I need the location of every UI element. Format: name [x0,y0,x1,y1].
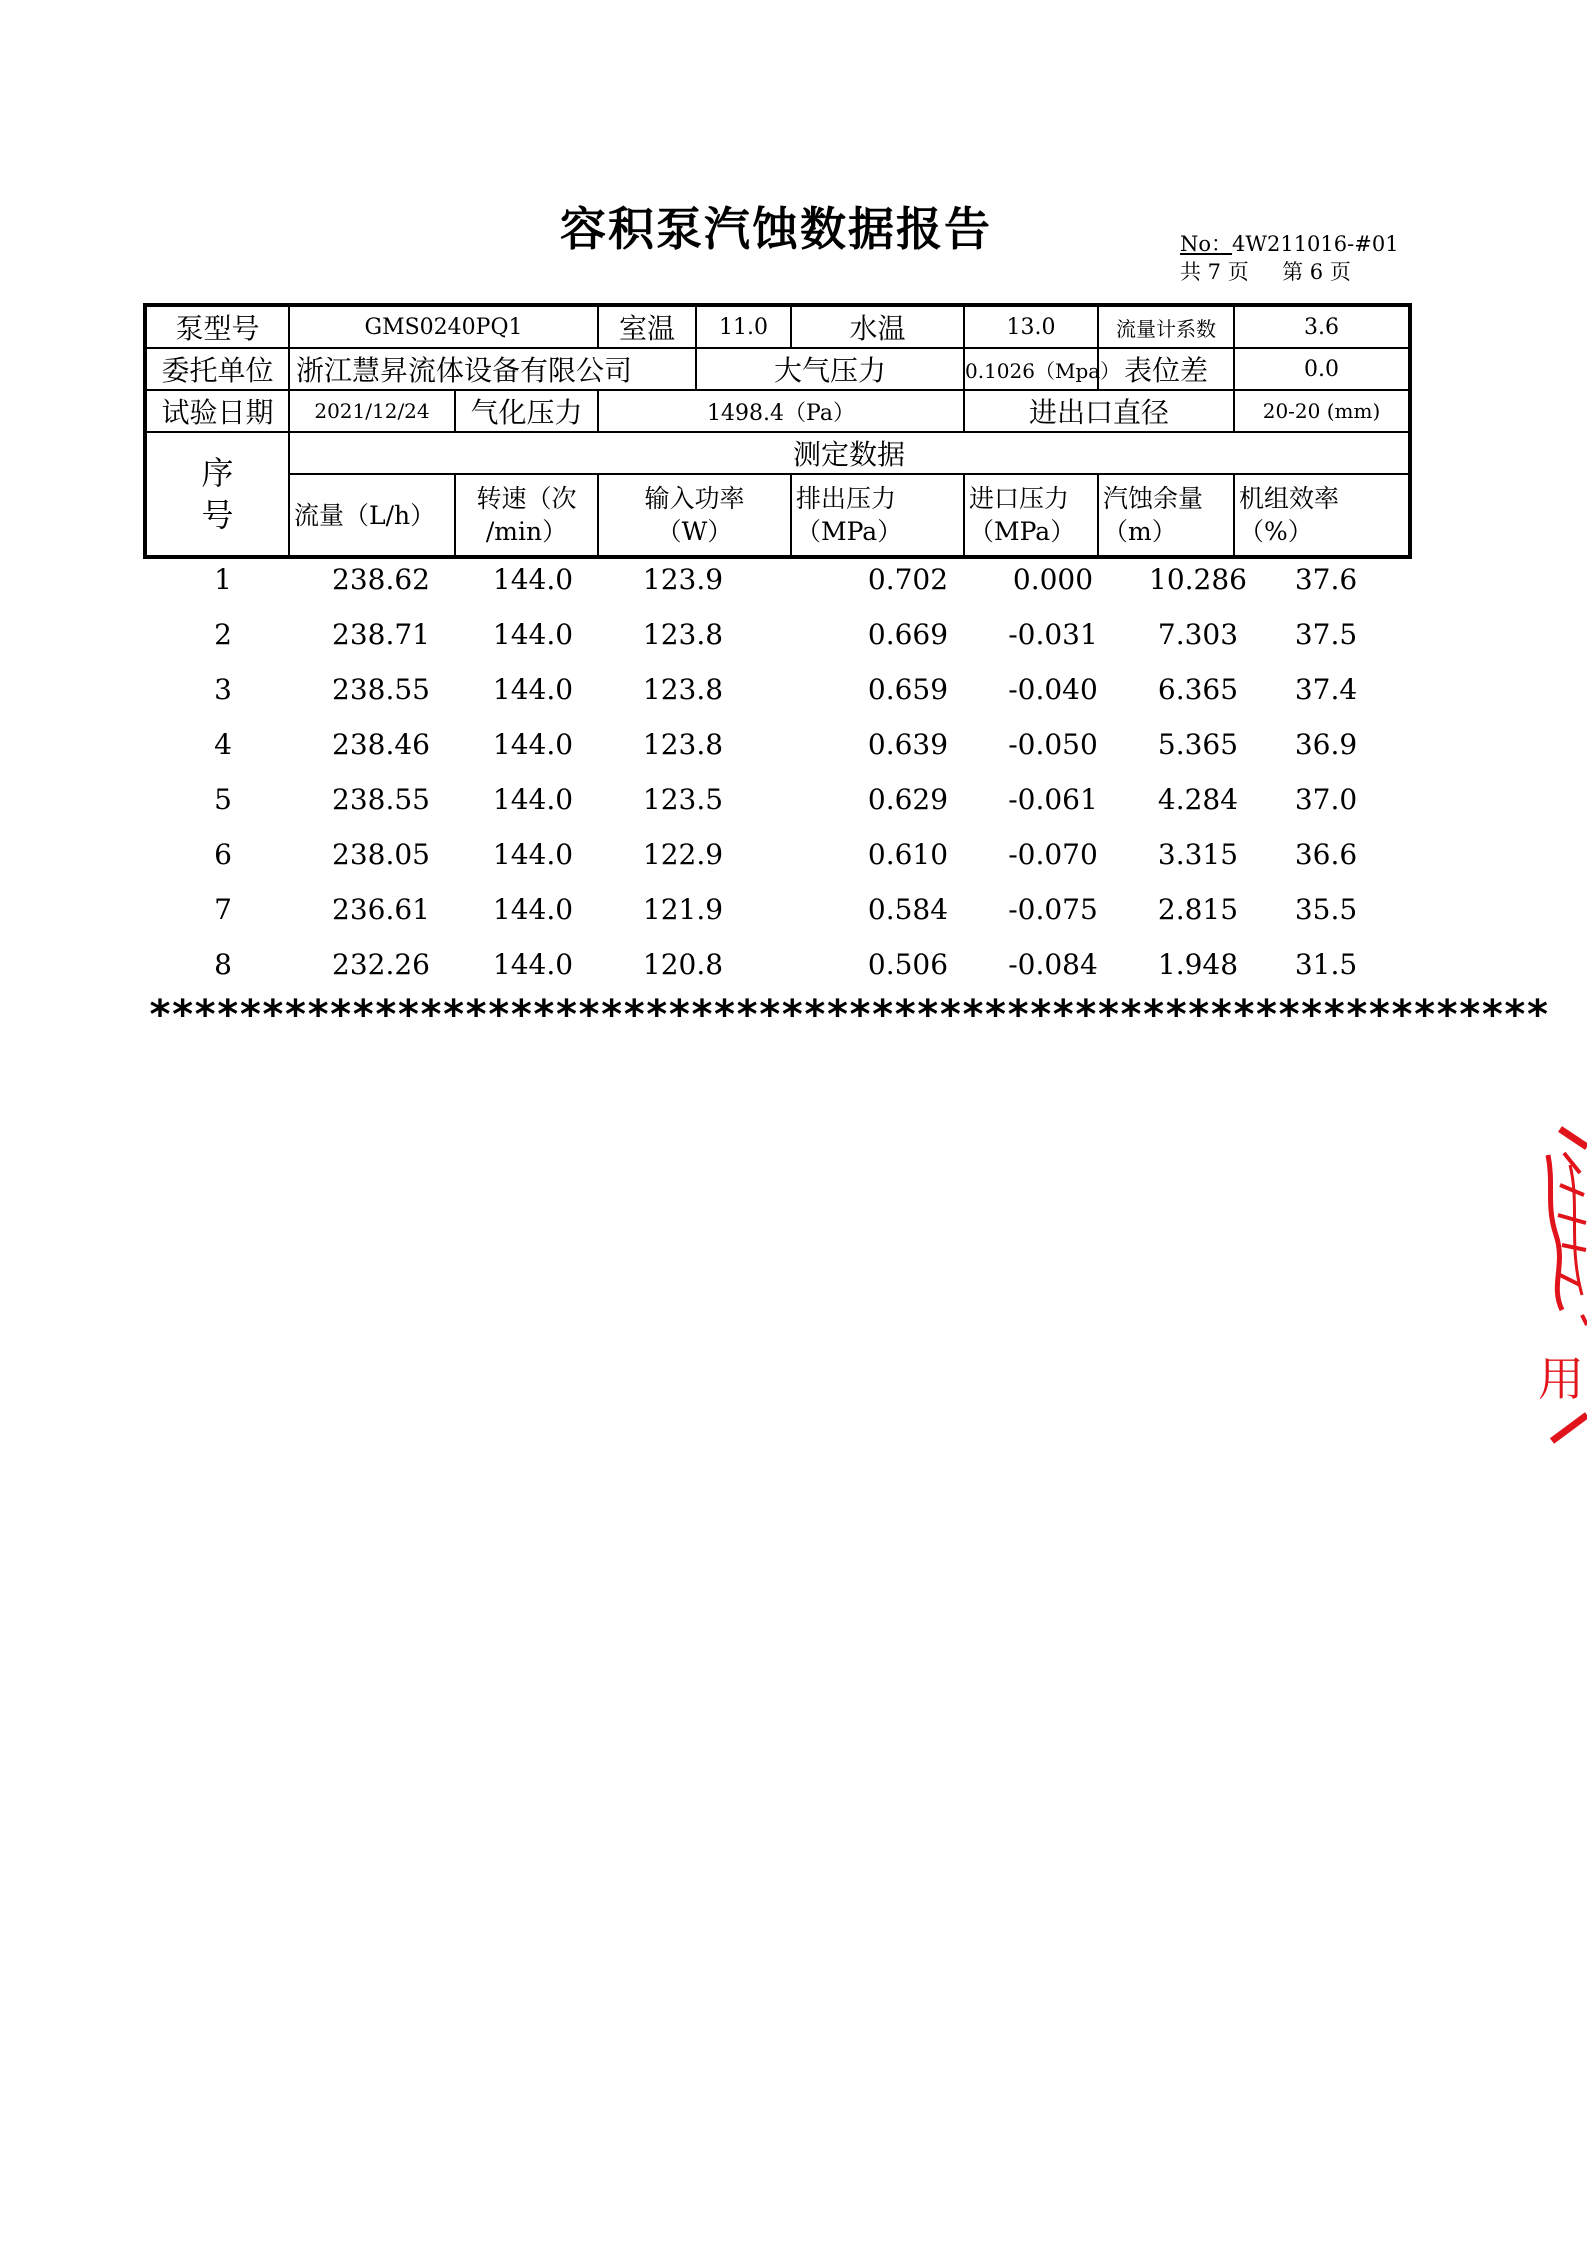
cell-eff: 36.9 [1294,728,1358,761]
table-row [143,610,1408,665]
table-row [143,665,1408,720]
page-number: 第 6 页 [1282,260,1351,284]
cell-speed: 144.0 [492,618,574,651]
room-temp-label: 室温 [598,305,696,348]
table-row [143,555,1408,610]
cell-eff: 37.0 [1294,783,1358,816]
water-temp-value: 13.0 [964,305,1098,348]
cell-eff: 35.5 [1294,893,1358,926]
cell-inlet: -0.084 [1008,948,1098,981]
cell-flow: 238.55 [332,673,430,706]
client-label: 委托单位 [145,348,289,390]
col-speed: 转速（次 /min） [455,474,598,557]
data-rows [143,555,1408,995]
cell-seq: 2 [214,618,232,651]
cell-speed: 144.0 [492,893,574,926]
seq-label-2: 号 [201,496,234,534]
cell-inlet: -0.075 [1008,893,1098,926]
cell-seq: 5 [214,783,232,816]
cell-inlet: -0.040 [1008,673,1098,706]
cell-outlet: 0.702 [867,563,949,596]
cell-inlet: -0.070 [1008,838,1098,871]
cell-seq: 3 [214,673,232,706]
red-seal-stamp [1540,1125,1587,1445]
vapor-pressure-label: 气化压力 [455,390,598,432]
cell-power: 121.9 [642,893,724,926]
cell-eff: 36.6 [1294,838,1358,871]
flowmeter-coef-value: 3.6 [1234,305,1410,348]
page-info [1180,256,1351,286]
test-date-value: 2021/12/24 [289,390,455,432]
cell-npsh: 10.286 [1149,563,1247,596]
cell-power: 123.8 [642,618,724,651]
measured-data-label: 测定数据 [289,432,1410,474]
cell-power: 123.9 [642,563,724,596]
cell-outlet: 0.639 [867,728,949,761]
cell-speed: 144.0 [492,728,574,761]
gauge-diff-label: 表位差 [1098,348,1234,390]
cell-speed: 144.0 [492,948,574,981]
cell-npsh: 1.948 [1157,948,1239,981]
pump-model-value: GMS0240PQ1 [289,305,598,348]
report-header-table [143,303,1412,559]
total-pages: 共 7 页 [1180,260,1249,284]
cell-speed: 144.0 [492,673,574,706]
cell-npsh: 6.365 [1157,673,1239,706]
seq-label-1: 序 [201,454,234,492]
cell-speed: 144.0 [492,563,574,596]
cell-outlet: 0.659 [867,673,949,706]
col-outlet-pressure: 排出压力 （MPa） [791,474,964,557]
cell-power: 122.9 [642,838,724,871]
port-diameter-label: 进出口直径 [964,390,1234,432]
cell-flow: 238.71 [332,618,430,651]
table-row [143,885,1408,940]
doc-number-value: 4W211016-#01 [1232,232,1399,256]
atm-pressure-label: 大气压力 [696,348,964,390]
table-row [143,830,1408,885]
cell-speed: 144.0 [492,783,574,816]
cell-power: 123.5 [642,783,724,816]
col-power: 输入功率 （W） [598,474,791,557]
cell-flow: 238.55 [332,783,430,816]
cell-inlet: -0.061 [1008,783,1098,816]
cell-seq: 7 [214,893,232,926]
atm-pressure-value: 0.1026（Mpa） [964,348,1098,390]
pump-model-label: 泵型号 [145,305,289,348]
cell-outlet: 0.506 [867,948,949,981]
col-npsh: 汽蚀余量 （m） [1098,474,1234,557]
table-row [143,940,1408,995]
cell-eff: 31.5 [1294,948,1358,981]
cell-inlet: -0.050 [1008,728,1098,761]
cell-npsh: 4.284 [1157,783,1239,816]
vapor-pressure-value: 1498.4（Pa） [598,390,964,432]
cell-eff: 37.4 [1294,673,1358,706]
cell-inlet: 0.000 [1012,563,1094,596]
end-marker: ************************************************************** [148,992,1549,1038]
cell-flow: 232.26 [332,948,430,981]
doc-number-label: No： [1180,232,1233,256]
cell-npsh: 2.815 [1157,893,1239,926]
report-title: 容积泵汽蚀数据报告 [560,202,992,256]
cell-power: 123.8 [642,728,724,761]
table-row [143,775,1408,830]
room-temp-value: 11.0 [696,305,791,348]
table-row [143,720,1408,775]
cell-inlet: -0.031 [1008,618,1098,651]
cell-power: 120.8 [642,948,724,981]
cell-flow: 238.05 [332,838,430,871]
cell-npsh: 3.315 [1157,838,1239,871]
cell-flow: 238.46 [332,728,430,761]
cell-outlet: 0.610 [867,838,949,871]
cell-power: 123.8 [642,673,724,706]
cell-seq: 4 [214,728,232,761]
cell-eff: 37.6 [1294,563,1358,596]
seq-header [145,432,289,557]
cell-seq: 8 [214,948,232,981]
cell-npsh: 7.303 [1157,618,1239,651]
flowmeter-coef-label: 流量计系数 [1098,305,1234,348]
cell-outlet: 0.629 [867,783,949,816]
client-value: 浙江慧昇流体设备有限公司 [289,348,696,390]
cell-outlet: 0.669 [867,618,949,651]
cell-seq: 1 [214,563,232,596]
cell-flow: 236.61 [332,893,430,926]
gauge-diff-value: 0.0 [1234,348,1410,390]
water-temp-label: 水温 [791,305,964,348]
cell-seq: 6 [214,838,232,871]
cell-speed: 144.0 [492,838,574,871]
test-date-label: 试验日期 [145,390,289,432]
seal-character: 用 [1538,1352,1584,1406]
cell-outlet: 0.584 [867,893,949,926]
col-inlet-pressure: 进口压力 （MPa） [964,474,1098,557]
col-efficiency: 机组效率 （%） [1234,474,1410,557]
port-diameter-value: 20-20 (mm) [1234,390,1410,432]
cell-eff: 37.5 [1294,618,1358,651]
document-number [1180,228,1399,258]
col-flow: 流量（L/h） [289,474,455,557]
cell-npsh: 5.365 [1157,728,1239,761]
cell-flow: 238.62 [332,563,430,596]
